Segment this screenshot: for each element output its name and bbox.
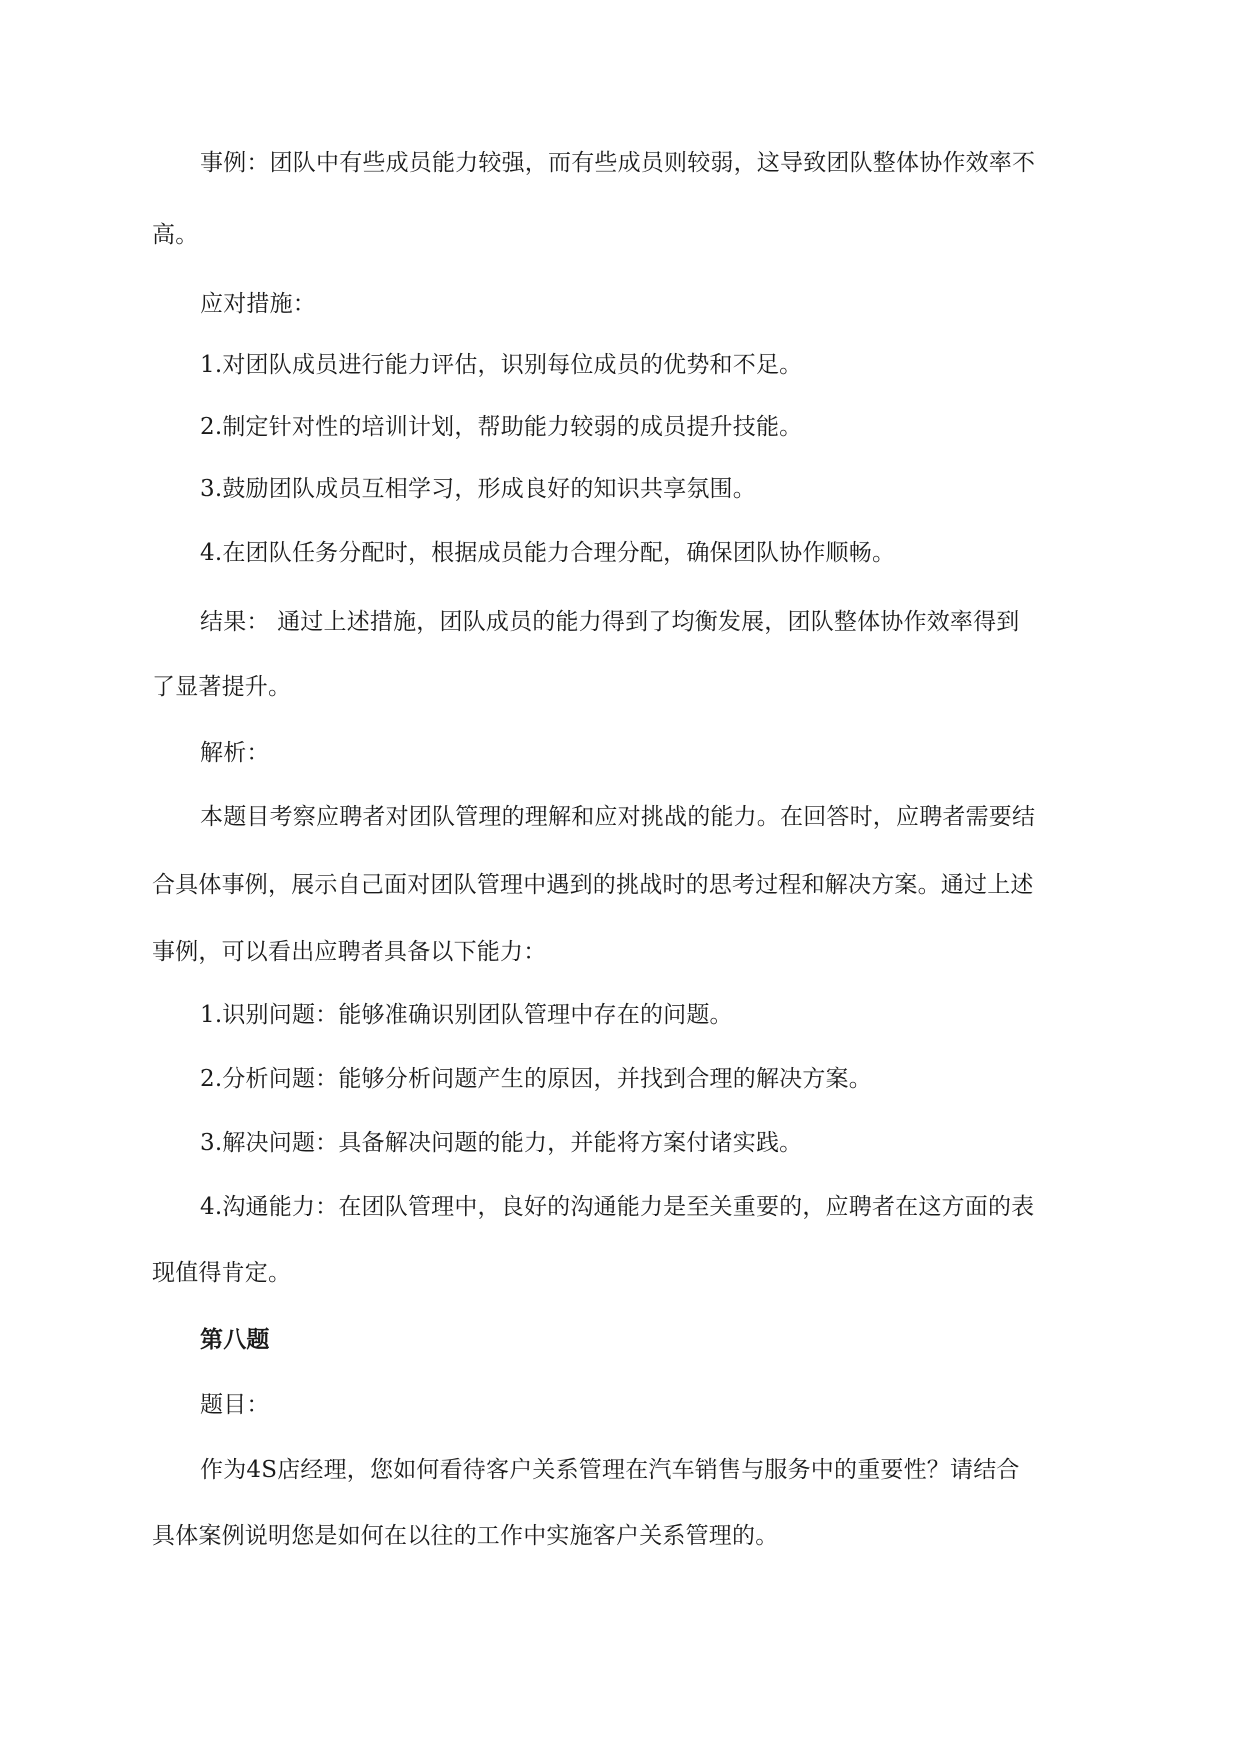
measure-item: 4.在团队任务分配时，根据成员能力合理分配，确保团队协作顺畅。 xyxy=(200,540,896,566)
result-line-1: 结果： 通过上述措施，团队成员的能力得到了均衡发展，团队整体协作效率得到 xyxy=(200,609,1020,635)
ability-4-line-1: 4.沟通能力：在团队管理中，良好的沟通能力是至关重要的，应聘者在这方面的表 xyxy=(200,1194,1035,1220)
result-line-2: 了显著提升。 xyxy=(152,674,292,700)
question-8-line-1: 作为4S店经理，您如何看待客户关系管理在汽车销售与服务中的重要性？请结合 xyxy=(200,1457,1020,1483)
ability-item: 1.识别问题：能够准确识别团队管理中存在的问题。 xyxy=(200,1002,733,1028)
analysis-heading: 解析： xyxy=(200,740,270,766)
analysis-para-line-3: 事例，可以看出应聘者具备以下能力： xyxy=(152,939,547,965)
example-line-2: 高。 xyxy=(152,222,199,248)
measure-item: 1.对团队成员进行能力评估，识别每位成员的优势和不足。 xyxy=(200,352,803,378)
example-line-1: 事例：团队中有些成员能力较强，而有些成员则较弱，这导致团队整体协作效率不 xyxy=(200,150,1036,176)
question-8-label: 题目： xyxy=(200,1392,270,1418)
analysis-para-line-2: 合具体事例，展示自己面对团队管理中遇到的挑战时的思考过程和解决方案。通过上述 xyxy=(152,872,1034,898)
question-8-line-2: 具体案例说明您是如何在以往的工作中实施客户关系管理的。 xyxy=(152,1523,779,1549)
analysis-para-line-1: 本题目考察应聘者对团队管理的理解和应对挑战的能力。在回答时，应聘者需要结 xyxy=(200,804,1036,830)
ability-item: 2.分析问题：能够分析问题产生的原因，并找到合理的解决方案。 xyxy=(200,1066,872,1092)
question-8-title: 第八题 xyxy=(200,1326,270,1353)
measure-item: 3.鼓励团队成员互相学习，形成良好的知识共享氛围。 xyxy=(200,476,756,502)
measures-heading: 应对措施： xyxy=(200,291,316,317)
measure-item: 2.制定针对性的培训计划，帮助能力较弱的成员提升技能。 xyxy=(200,414,803,440)
ability-4-line-2: 现值得肯定。 xyxy=(152,1260,292,1286)
ability-item: 3.解决问题：具备解决问题的能力，并能将方案付诸实践。 xyxy=(200,1130,803,1156)
